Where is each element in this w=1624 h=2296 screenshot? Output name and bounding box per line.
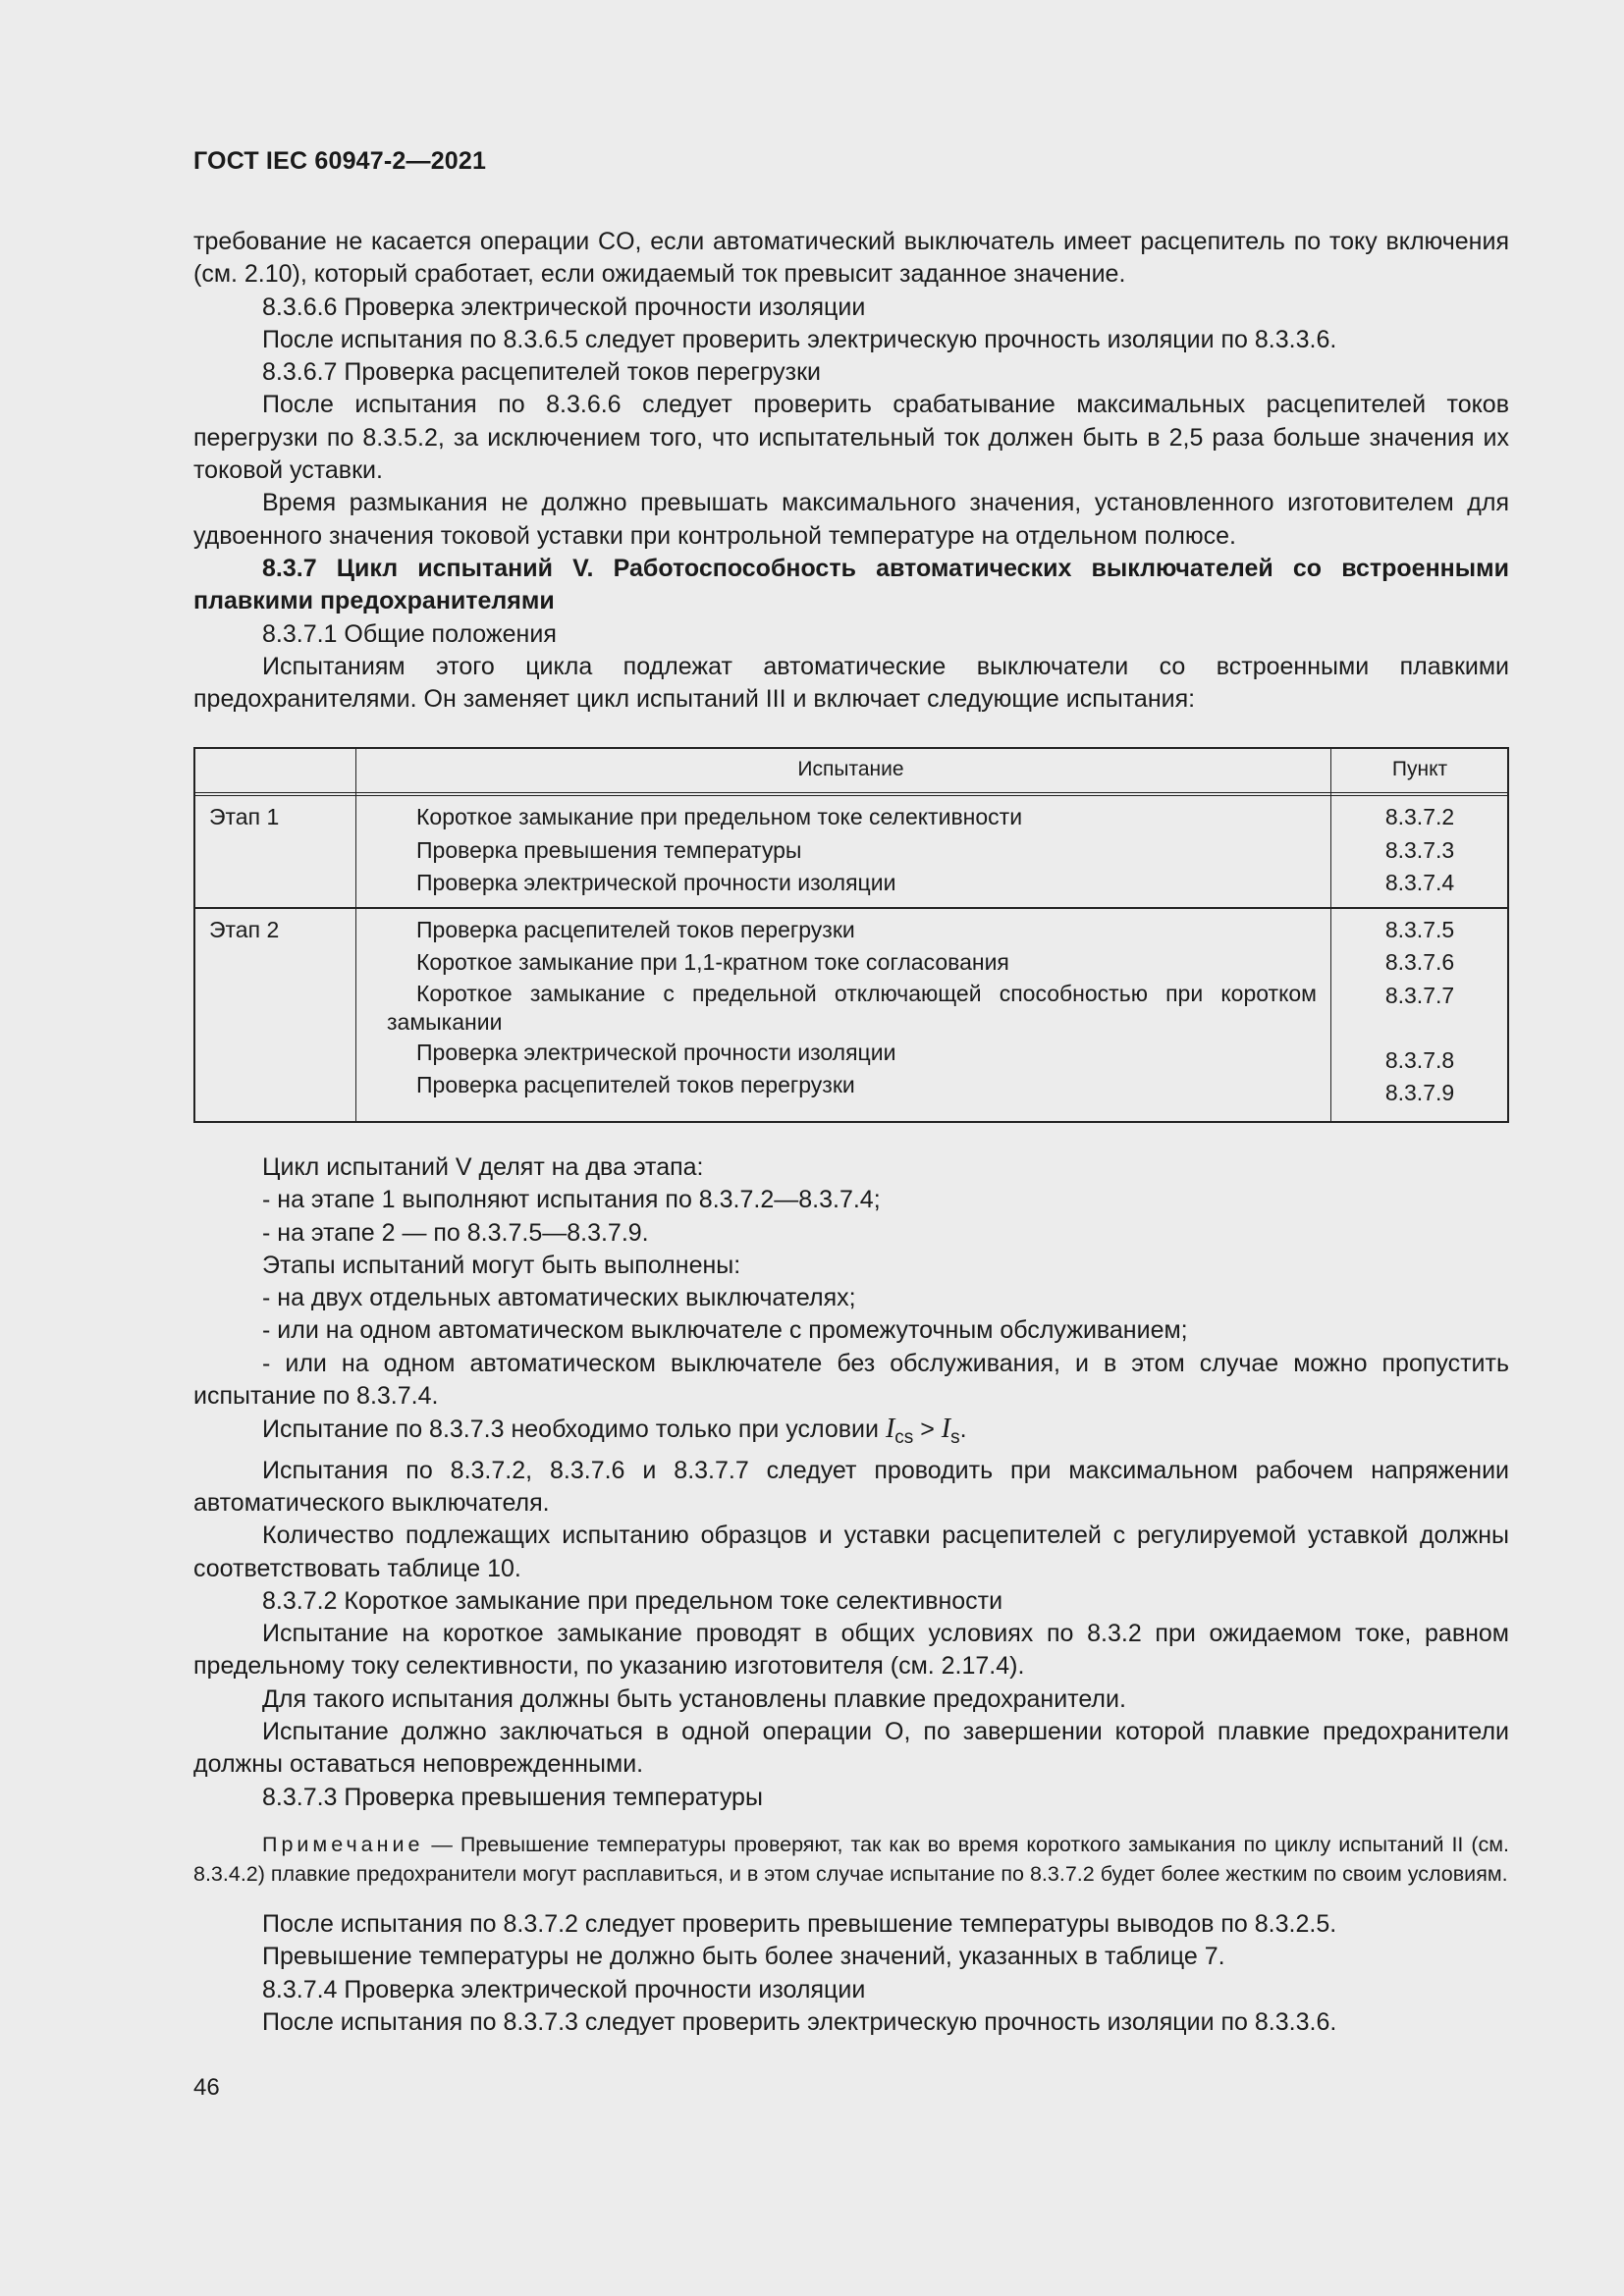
note	[193, 1830, 1509, 1889]
table-header-row	[193, 747, 1509, 794]
variable-i: I	[885, 1414, 895, 1445]
subsection-heading: 8.3.7.2 Короткое замыкание при предельном токе селективности	[262, 1586, 1003, 1615]
note-text: — Превышение температуры проверяют, так как во время короткого замыкания по циклу испытаний II (см. 8.3.4.2) плавкие предохранители могут расплавиться, и в этом случае испытание по 8.3.7.2 будет более жестким по своим условиям.	[193, 1832, 1509, 1886]
paragraph: Испытание должно заключаться в одной операции О, по завершении которой плавкие предохранители должны оставаться неповрежденными.	[193, 1718, 1509, 1779]
paragraph: Превышение температуры не должно быть более значений, указанных в таблице 7.	[262, 1943, 1225, 1971]
paragraph: Количество подлежащих испытанию образцов и уставки расцепителей с регулируемой уставкой должны соответствовать таблице 10.	[193, 1522, 1509, 1582]
document-header: ГОСТ IEC 60947-2—2021	[193, 147, 487, 175]
table-divider	[355, 747, 356, 1123]
clause-item: 8.3.7.3	[1384, 836, 1455, 863]
list-item: - или на одном автоматическом выключателе без обслуживания, и в этом случае можно пропустить испытание по 8.3.7.4.	[193, 1349, 1509, 1411]
table-divider	[1330, 747, 1331, 1123]
note-label: Примечание	[262, 1832, 424, 1856]
stage-clauses	[1330, 794, 1509, 908]
test-item: Проверка расцепителей токов перегрузки	[416, 916, 855, 942]
header-test: Испытание	[371, 747, 1330, 794]
paragraph: После испытания по 8.3.6.5 следует проверить электрическую прочность изоляции по 8.3.3.6.	[262, 325, 1337, 353]
variable-i: I	[941, 1414, 951, 1445]
paragraph: Для такого испытания должны быть установлены плавкие предохранители.	[262, 1684, 1126, 1713]
header-stage	[193, 747, 371, 794]
test-item: Короткое замыкание при предельном токе селективности	[416, 804, 1023, 829]
subsection-heading: 8.3.7.1 Общие положения	[262, 619, 557, 648]
list-item: - на этапе 2 — по 8.3.7.5—8.3.7.9.	[262, 1218, 649, 1247]
paragraph: Этапы испытаний могут быть выполнены:	[262, 1251, 741, 1279]
page-number: 46	[193, 2074, 220, 2101]
paragraph: Цикл испытаний V делят на два этапа:	[262, 1153, 704, 1181]
subsection-heading: 8.3.7.4 Проверка электрической прочности изоляции	[262, 1975, 866, 2003]
header-clause: Пункт	[1330, 747, 1509, 794]
clause-item: 8.3.7.7	[1384, 982, 1455, 1008]
paragraph: После испытания по 8.3.7.2 следует проверить превышение температуры выводов по 8.3.2.5.	[262, 1909, 1337, 1938]
body-text-block	[193, 1151, 1509, 2039]
paragraph: После испытания по 8.3.6.6 следует проверить срабатывание максимальных расцепителей токов перегрузки по 8.3.5.2, за исключением того, что испытательный ток должен быть в 2,5 раза больше значения их токовой уставки.	[193, 391, 1509, 485]
stage-tests	[371, 794, 1330, 908]
clause-item: 8.3.7.8	[1384, 1046, 1455, 1073]
stage-clauses	[1330, 908, 1509, 1118]
paragraph: Испытаниям этого цикла подлежат автоматические выключатели со встроенными плавкими предохранителями. Он заменяет цикл испытаний III и включает следующие испытания:	[193, 652, 1509, 714]
condition-prefix: Испытание по 8.3.7.3 необходимо только при условии	[262, 1415, 886, 1444]
table-row-stage-2	[193, 908, 1509, 1118]
subscript-cs: cs	[894, 1427, 914, 1449]
condition-suffix: .	[959, 1415, 967, 1444]
paragraph: Время размыкания не должно превышать максимального значения, установленного изготовителем для удвоенного значения токовой уставки при контрольной температуре на отдельном полюсе.	[193, 489, 1509, 550]
clause-item: 8.3.7.6	[1384, 949, 1455, 975]
paragraph: Испытание на короткое замыкание проводят в общих условиях по 8.3.2 при ожидаемом токе, равном предельному току селективности, по указанию изготовителя (см. 2.17.4).	[193, 1620, 1509, 1681]
test-item: Короткое замыкание с предельной отключающей способностью при коротком замыкании	[387, 980, 1317, 1035]
list-item: - на этапе 1 выполняют испытания по 8.3.7.2—8.3.7.4;	[262, 1186, 881, 1214]
clause-item: 8.3.7.4	[1384, 870, 1455, 895]
test-item: Короткое замыкание при 1,1-кратном токе согласования	[416, 949, 1009, 975]
list-item: - или на одном автоматическом выключателе с промежуточным обслуживанием;	[262, 1316, 1188, 1345]
subsection-heading: 8.3.6.7 Проверка расцепителей токов перегрузки	[262, 358, 821, 387]
table-row-stage-1	[193, 794, 1509, 908]
top-text-block	[193, 226, 1509, 716]
subsection-heading: 8.3.7.3 Проверка превышения температуры	[262, 1783, 763, 1811]
clause-item: 8.3.7.2	[1384, 804, 1455, 829]
test-item: Проверка электрической прочности изоляции	[416, 1039, 896, 1065]
test-item: Проверка электрической прочности изоляции	[416, 870, 896, 895]
operator: >	[913, 1415, 942, 1444]
clause-item: 8.3.7.5	[1384, 916, 1455, 942]
section-heading: 8.3.7 Цикл испытаний V. Работоспособность автоматических выключателей со встроенными плавкими предохранителями	[193, 554, 1509, 615]
test-item: Проверка превышения температуры	[416, 836, 802, 863]
list-item: - на двух отдельных автоматических выключателях;	[262, 1284, 856, 1312]
stage-label: Этап 1	[193, 794, 371, 908]
paragraph: требование не касается операции CO, если автоматический выключатель имеет расцепитель по току включения (см. 2.10), который сработает, если ожидаемый ток превысит заданное значение.	[193, 228, 1509, 289]
paragraph: Испытания по 8.3.7.2, 8.3.7.6 и 8.3.7.7 следует проводить при максимальном рабочем напряжении автоматического выключателя.	[193, 1456, 1509, 1517]
condition-paragraph	[193, 1413, 1509, 1454]
test-table	[193, 747, 1509, 1118]
test-item: Проверка расцепителей токов перегрузки	[416, 1072, 855, 1097]
paragraph: После испытания по 8.3.7.3 следует проверить электрическую прочность изоляции по 8.3.3.6.	[262, 2007, 1337, 2036]
stage-tests	[371, 908, 1330, 1118]
stage-label: Этап 2	[209, 916, 280, 942]
subsection-heading: 8.3.6.6 Проверка электрической прочности изоляции	[262, 293, 866, 321]
clause-item: 8.3.7.9	[1384, 1080, 1455, 1105]
subscript-s: s	[950, 1427, 960, 1449]
